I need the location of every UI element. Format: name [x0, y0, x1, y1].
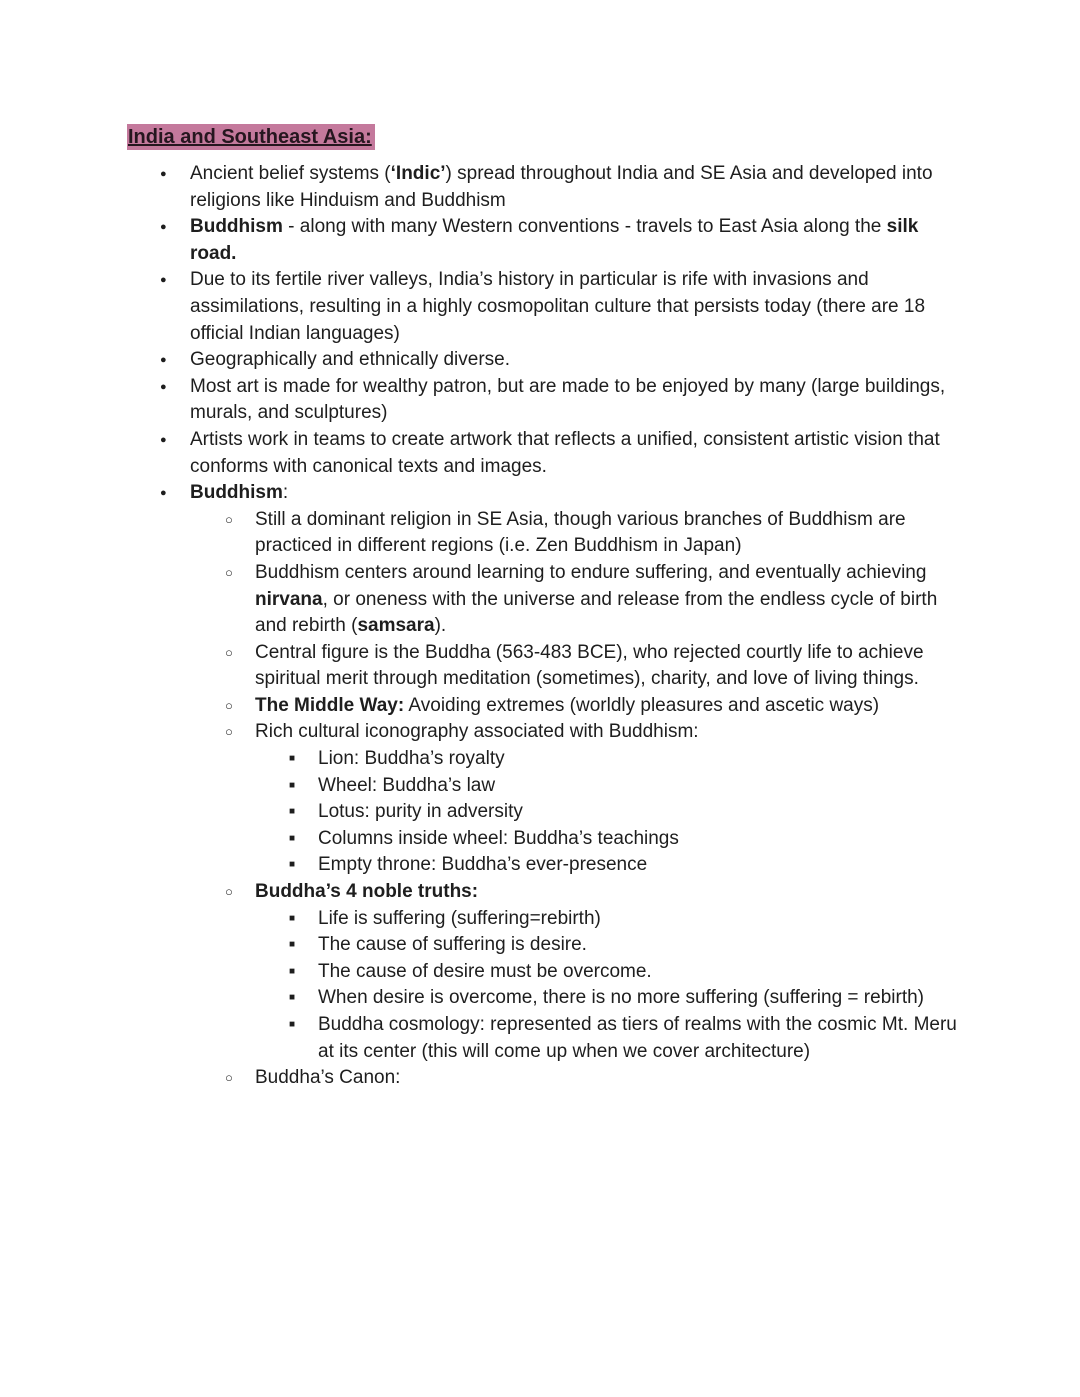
list-item	[318, 1012, 960, 1065]
text-run: Wheel: Buddha’s law	[318, 774, 496, 796]
text-run: ) spread throughout India and SE Asia and developed into religions like Hinduism and Buddhism	[190, 163, 933, 211]
list-item-text	[190, 374, 960, 427]
text-run: Columns inside wheel: Buddha’s teachings	[318, 827, 679, 849]
list-item	[318, 959, 960, 986]
text-run: Lion: Buddha’s royalty	[318, 748, 505, 770]
text-run: Empty throne: Buddha’s ever-presence	[318, 854, 648, 876]
list-item	[190, 214, 960, 267]
text-run: Due to its fertile river valleys, India’s history in particular is rife with invasions and assimilations, resulting in a highly cosmopolitan culture that persists today (there are 18 official Indian languages)	[190, 269, 926, 344]
list-item	[190, 374, 960, 427]
text-run: Avoiding extremes (worldly pleasures and ascetic ways)	[404, 694, 880, 716]
list-item-text	[318, 985, 960, 1012]
bold-text-run: Buddhism	[190, 482, 283, 504]
list-item	[255, 693, 960, 720]
list-item-text	[318, 959, 960, 986]
list-item	[318, 906, 960, 933]
text-run: When desire is overcome, there is no more suffering (suffering = rebirth)	[318, 987, 924, 1009]
list-item-text	[255, 640, 960, 693]
text-run: Most art is made for wealthy patron, but are made to be enjoyed by many (large buildings, murals, and sculptures)	[190, 375, 946, 424]
text-run: Buddhism centers around learning to endure suffering, and eventually achieving	[255, 561, 927, 583]
list-item	[255, 719, 960, 879]
text-run: Still a dominant religion in SE Asia, though various branches of Buddhism are practiced in different regions (i.e. Zen Buddhism in Japan)	[255, 508, 906, 557]
list-item	[255, 879, 960, 1065]
bullet-list-level-1	[127, 161, 960, 1092]
list-item	[190, 267, 960, 347]
list-item-text	[255, 507, 960, 560]
list-item	[190, 427, 960, 480]
text-run: Lotus: purity in adversity	[318, 801, 523, 823]
list-item	[318, 746, 960, 773]
bold-text-run: nirvana	[255, 588, 323, 610]
text-run: Ancient belief systems (	[190, 163, 391, 184]
list-item	[318, 799, 960, 826]
list-item-text	[255, 879, 960, 906]
list-item	[318, 773, 960, 800]
text-run: Life is suffering (suffering=rebirth)	[318, 907, 601, 929]
text-run: The cause of desire must be overcome.	[318, 960, 652, 982]
list-item-text	[255, 693, 960, 720]
text-run: - along with many Western conventions - travels to East Asia along the	[282, 216, 887, 238]
list-item-text	[318, 1012, 960, 1065]
text-run: Buddha cosmology: represented as tiers of realms with the cosmic Mt. Meru at its center (this will come up when we cover architecture)	[318, 1014, 957, 1062]
list-item-text	[318, 773, 960, 800]
bold-text-run: samsara	[357, 615, 435, 637]
list-item	[255, 640, 960, 693]
list-item	[318, 826, 960, 853]
text-run: , or oneness with the universe and release from the endless cycle of birth and rebirth (	[255, 588, 938, 637]
list-item	[190, 347, 960, 374]
list-item-text	[318, 906, 960, 933]
list-item-text	[318, 932, 960, 959]
bold-text-run: Buddha’s 4 noble truths:	[255, 881, 479, 903]
list-item-text	[190, 267, 960, 347]
list-item	[190, 480, 960, 1092]
list-item-text	[190, 347, 960, 374]
document-page	[127, 124, 960, 1092]
page-title: India and Southeast Asia:	[127, 124, 375, 150]
bold-text-run: The Middle Way:	[255, 694, 405, 716]
text-run: ).	[434, 615, 447, 637]
bold-text-run: Buddhism	[190, 216, 283, 238]
list-item-text	[318, 826, 960, 853]
text-run: Artists work in teams to create artwork that reflects a unified, consistent artistic vision that conforms with canonical texts and images.	[190, 428, 940, 477]
list-item	[318, 852, 960, 879]
list-item-text	[190, 480, 960, 507]
list-item	[190, 161, 960, 214]
list-item-text	[190, 214, 960, 267]
list-item-text	[255, 560, 960, 640]
list-item-text	[190, 427, 960, 480]
list-item-text	[318, 799, 960, 826]
list-item	[318, 932, 960, 959]
list-item-text	[255, 1065, 960, 1092]
list-item	[318, 985, 960, 1012]
list-item-text	[190, 161, 960, 214]
bullet-list-level-3	[255, 746, 960, 879]
list-item	[255, 1065, 960, 1092]
list-item-text	[318, 852, 960, 879]
text-run: Buddha’s Canon:	[255, 1067, 401, 1089]
bullet-list-level-2	[190, 507, 960, 1092]
list-item-text	[318, 746, 960, 773]
list-item	[255, 560, 960, 640]
list-item-text	[255, 719, 960, 746]
bold-text-run: ‘Indic’	[390, 163, 446, 184]
text-run: Central figure is the Buddha (563-483 BCE), who rejected courtly life to achieve spiritual merit through meditation (sometimes), charity, and love of living things.	[255, 641, 924, 690]
bullet-list-level-3	[255, 906, 960, 1066]
text-run: The cause of suffering is desire.	[318, 934, 587, 956]
list-item	[255, 507, 960, 560]
text-run: Geographically and ethnically diverse.	[190, 349, 511, 371]
bold-text-run: silk road.	[190, 216, 919, 264]
outline	[127, 161, 960, 1092]
text-run: Rich cultural iconography associated with Buddhism:	[255, 721, 699, 743]
text-run: :	[282, 482, 289, 504]
